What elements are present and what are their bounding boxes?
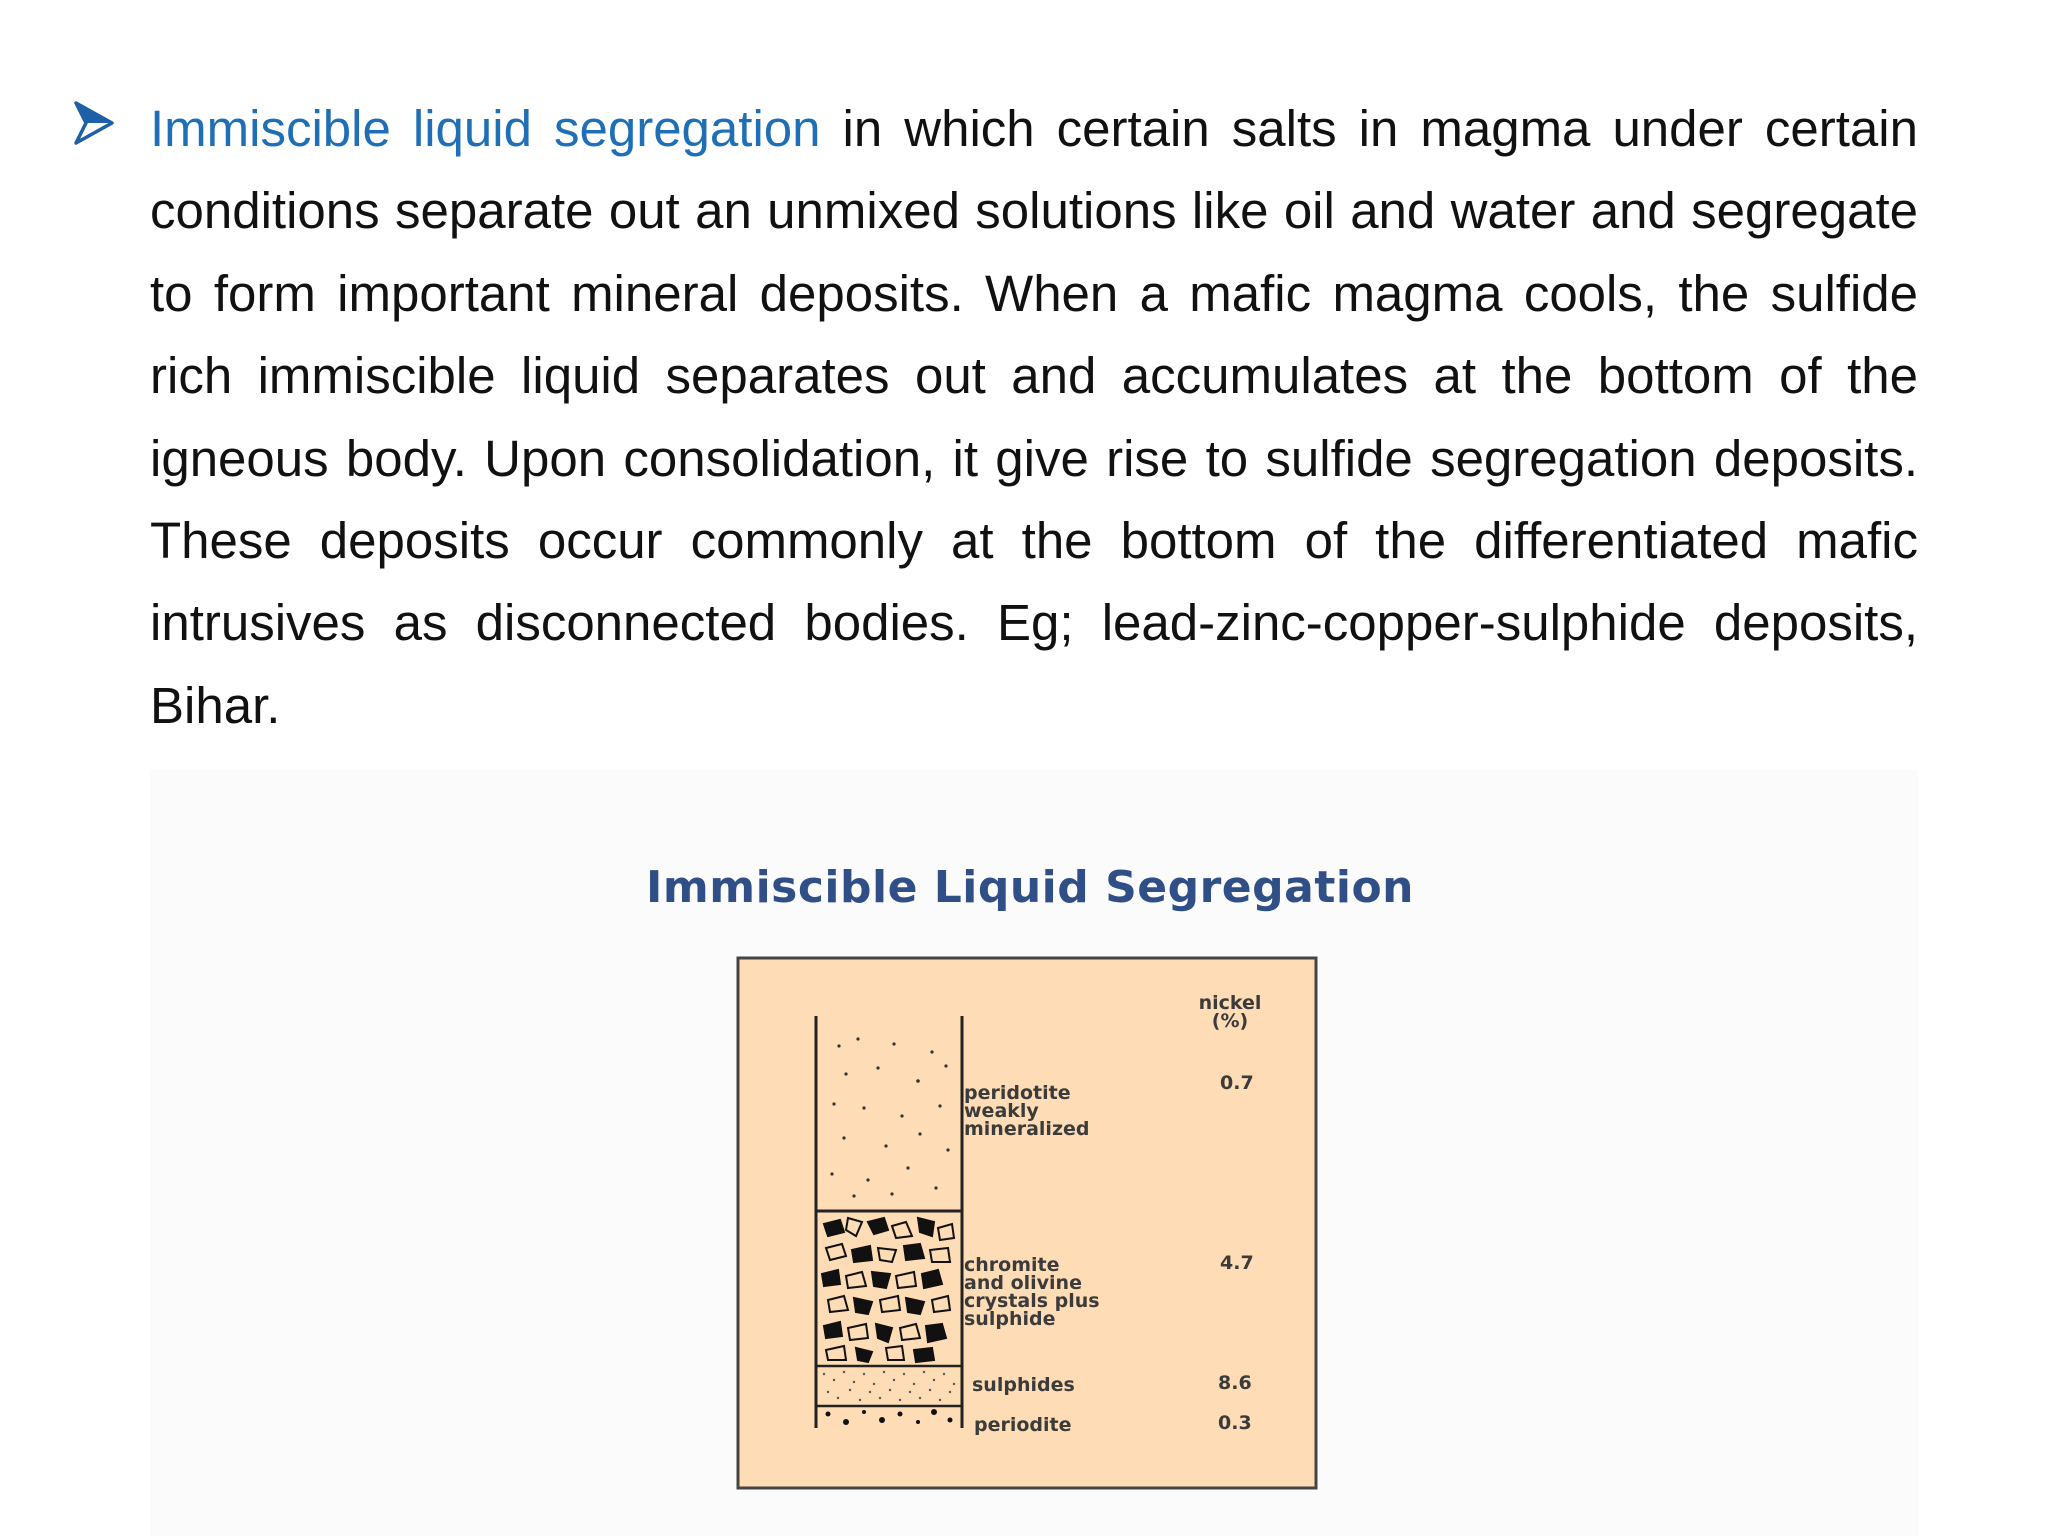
nickel-header: nickel (%) (1198, 992, 1262, 1032)
figure-title: Immiscible Liquid Segregation (646, 862, 1414, 913)
nickel-value-peridotite: 0.7 (1220, 1072, 1254, 1094)
body-paragraph (150, 88, 1918, 747)
layer-label-chromite: chromite and olivine crystals plus sulphide (964, 1254, 1100, 1330)
nickel-value-periodite: 0.3 (1218, 1412, 1252, 1434)
layer-label-sulphides: sulphides (972, 1374, 1075, 1396)
paragraph-text: in which certain salts in magma under certain conditions separate out an unmixed solutions like oil and water and segregate to form important mineral deposits. When a mafic magma cools, the sulfide rich immiscible liquid separates out and accumulates at the bottom of the igneous body. Upon consolidation, it give rise to sulfide segregation deposits. These deposits occur commonly at the bottom of the differentiated mafic intrusives as disconnected bodies. Eg; lead-zinc-copper-sulphide deposits, Bihar. (150, 100, 1918, 734)
segregation-diagram (736, 956, 1318, 1490)
nickel-value-chromite: 4.7 (1220, 1252, 1254, 1274)
nickel-value-sulphides: 8.6 (1218, 1372, 1252, 1394)
layer-label-peridotite: peridotite weakly mineralized (964, 1082, 1090, 1140)
highlight-term: Immiscible liquid segregation (150, 100, 821, 157)
layer-label-periodite: periodite (974, 1414, 1072, 1436)
arrow-bullet-icon (74, 100, 114, 146)
